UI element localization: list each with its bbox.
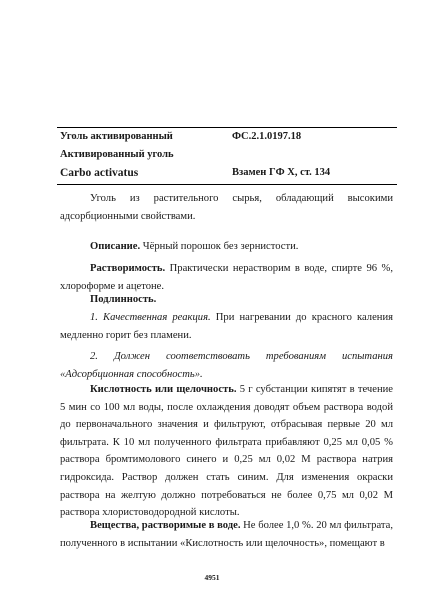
identity-item-2: 2. Должен соответствовать требованиям испытания «Адсорбционная способность». bbox=[60, 351, 393, 380]
monograph-code: ФС.2.1.0197.18 bbox=[232, 131, 302, 142]
header-bottom-rule bbox=[57, 184, 397, 185]
monograph-title-latin: Carbo activatus bbox=[60, 167, 139, 179]
monograph-title: Уголь активированный bbox=[60, 131, 173, 142]
identity-item-1-text: При нагревании до красного каления медленно горит без пламени. bbox=[60, 312, 394, 341]
solubility-text: Практически нерастворим в воде, спирте 96 %, хлороформе и ацетоне. bbox=[60, 263, 393, 292]
soluble-substances-label: Вещества, растворимые в воде. bbox=[90, 520, 241, 531]
monograph-title-alt: Активированный уголь bbox=[60, 149, 174, 160]
header-top-rule bbox=[57, 127, 397, 128]
solubility-paragraph bbox=[60, 260, 393, 295]
solubility-label: Растворимость. bbox=[90, 263, 166, 274]
soluble-substances-paragraph bbox=[60, 517, 393, 552]
soluble-substances-text: Не более 1,0 %. 20 мл фильтрата, полученного в испытании «Кислотность или щелочность», помещают в bbox=[60, 520, 393, 549]
description-text: Чёрный порошок без зернистости. bbox=[142, 241, 299, 252]
identity-item-1-label: 1. Качественная реакция. bbox=[90, 312, 211, 323]
identity-heading: Подлинность. bbox=[90, 294, 157, 305]
acidity-label: Кислотность или щелочность. bbox=[90, 384, 237, 395]
description-label: Описание. bbox=[90, 241, 141, 252]
intro-paragraph: Уголь из растительного сырья, обладающий высокими адсорбционными свойствами. bbox=[60, 193, 393, 222]
acidity-paragraph bbox=[60, 381, 393, 522]
acidity-text: 5 г субстанции кипятят в течение 5 мин со 100 мл воды, после охлаждения доводят объем раствора водой до первоначального значения и фильтруют, отбрасывая первые 20 мл фильтрата. К 10 мл полученного фильтрата прибавляют 0,25 мл 0,05 % раствора бромтимолового синего и 0,25 мл 0,02 М раствора натрия гидроксида. Раствор должен стать синим. Для изменения окраски раствора на желтую должно потребоваться не более 0,75 мл 0,02 М раствора хлористоводородной кислоты. bbox=[60, 384, 394, 519]
page-number: 4951 bbox=[204, 573, 220, 582]
identity-item-1 bbox=[60, 309, 393, 344]
replaces-reference: Взамен ГФ X, ст. 134 bbox=[232, 167, 331, 178]
description-paragraph bbox=[60, 238, 393, 256]
